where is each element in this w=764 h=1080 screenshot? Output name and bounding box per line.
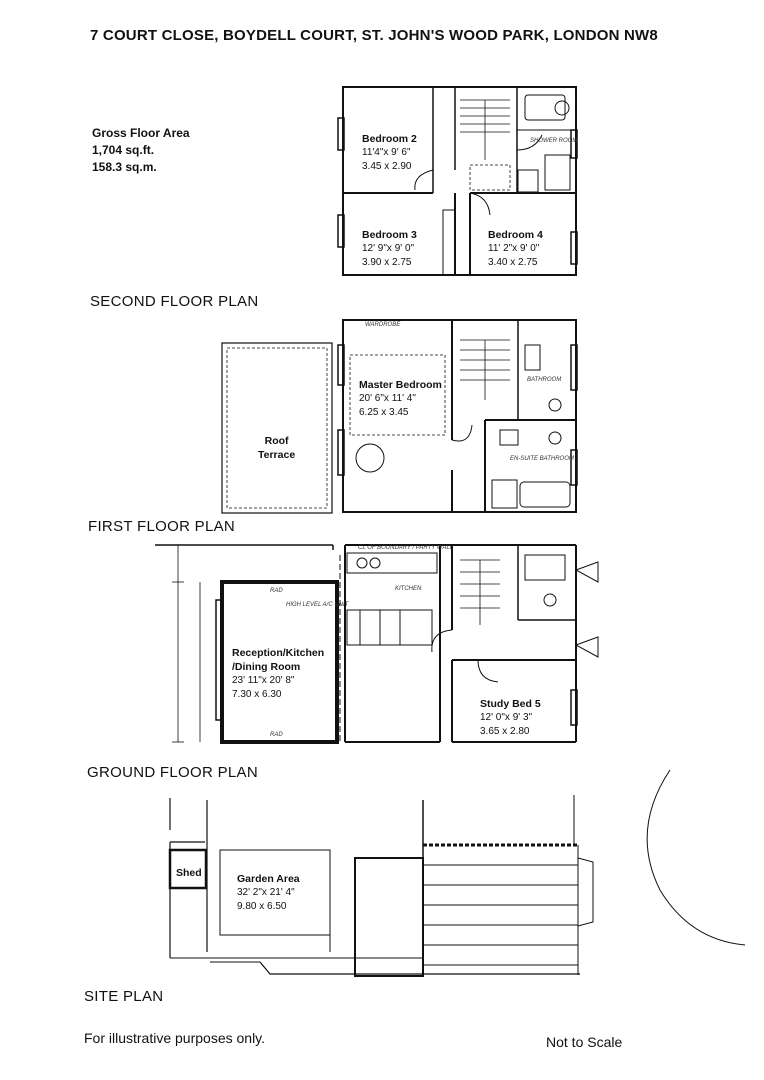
room-imperial: 23' 11"x 20' 8" xyxy=(232,675,295,686)
room-name: Roof xyxy=(264,435,289,447)
room-garden-area xyxy=(237,872,300,914)
annotation-wardrobe: WARDROBE xyxy=(365,322,401,328)
room-name: Bedroom 2 xyxy=(362,133,417,145)
room-name: Bedroom 4 xyxy=(488,229,543,241)
room-metric: 6.25 x 3.45 xyxy=(359,407,409,418)
room-metric: 3.45 x 2.90 xyxy=(362,161,412,172)
room-name: Bedroom 3 xyxy=(362,229,417,241)
annotation-ac-unit: HIGH LEVEL A/C UNIT xyxy=(286,602,349,608)
room-metric: 7.30 x 6.30 xyxy=(232,689,282,700)
annotation-rad-top: RAD xyxy=(270,588,283,594)
annotation-kitchen: KITCHEN xyxy=(395,586,422,592)
room-name: Master Bedroom xyxy=(359,379,442,391)
room-metric: 9.80 x 6.50 xyxy=(237,901,287,912)
room-master-bedroom xyxy=(359,378,442,420)
room-name-2: Terrace xyxy=(258,449,296,461)
scale-note: Not to Scale xyxy=(546,1034,623,1050)
room-name: Garden Area xyxy=(237,873,300,885)
room-reception-kitchen-dining xyxy=(232,646,324,702)
room-imperial: 11' 2"x 9' 0" xyxy=(488,243,540,254)
room-name-2: /Dining Room xyxy=(232,661,301,673)
site-plan-label: SITE PLAN xyxy=(84,988,164,1005)
second-floor-label: SECOND FLOOR PLAN xyxy=(90,293,259,310)
room-imperial: 20' 6"x 11' 4" xyxy=(359,393,416,404)
room-bedroom-4 xyxy=(488,228,543,270)
first-floor-label: FIRST FLOOR PLAN xyxy=(88,518,236,535)
gfa-sqft: 1,704 sq.ft. xyxy=(92,143,155,157)
room-bedroom-3 xyxy=(362,228,417,270)
annotation-bathroom: BATHROOM xyxy=(527,377,562,383)
room-bedroom-2 xyxy=(362,132,417,174)
room-imperial: 12' 0"x 9' 3" xyxy=(480,712,533,723)
gfa-label: Gross Floor Area xyxy=(92,126,190,140)
room-name: Study Bed 5 xyxy=(480,698,541,710)
annotation-boundary: CL OF BOUNDARY / PARTY WALL xyxy=(358,545,454,551)
ground-floor-label: GROUND FLOOR PLAN xyxy=(87,764,258,781)
room-name: Reception/Kitchen xyxy=(232,647,325,659)
annotation-shower-room: SHOWER ROOM xyxy=(530,138,578,144)
disclaimer: For illustrative purposes only. xyxy=(84,1030,266,1046)
room-shed xyxy=(176,866,202,880)
room-imperial: 12' 9"x 9' 0" xyxy=(362,243,415,254)
room-study-bed-5 xyxy=(480,697,541,739)
room-imperial: 32' 2"x 21' 4" xyxy=(237,887,295,898)
room-name: Shed xyxy=(176,867,202,879)
annotation-rad-bottom: RAD xyxy=(270,732,283,738)
room-metric: 3.90 x 2.75 xyxy=(362,257,412,268)
room-roof-terrace xyxy=(258,434,295,462)
annotation-en-suite: EN-SUITE BATHROOM xyxy=(510,456,574,462)
room-metric: 3.40 x 2.75 xyxy=(488,257,538,268)
page-title: 7 COURT CLOSE, BOYDELL COURT, ST. JOHN'S WOOD PARK, LONDON NW8 xyxy=(90,27,658,44)
room-imperial: 11'4"x 9' 6" xyxy=(362,147,411,158)
gfa-sqm: 158.3 sq.m. xyxy=(92,160,157,174)
room-metric: 3.65 x 2.80 xyxy=(480,726,530,737)
